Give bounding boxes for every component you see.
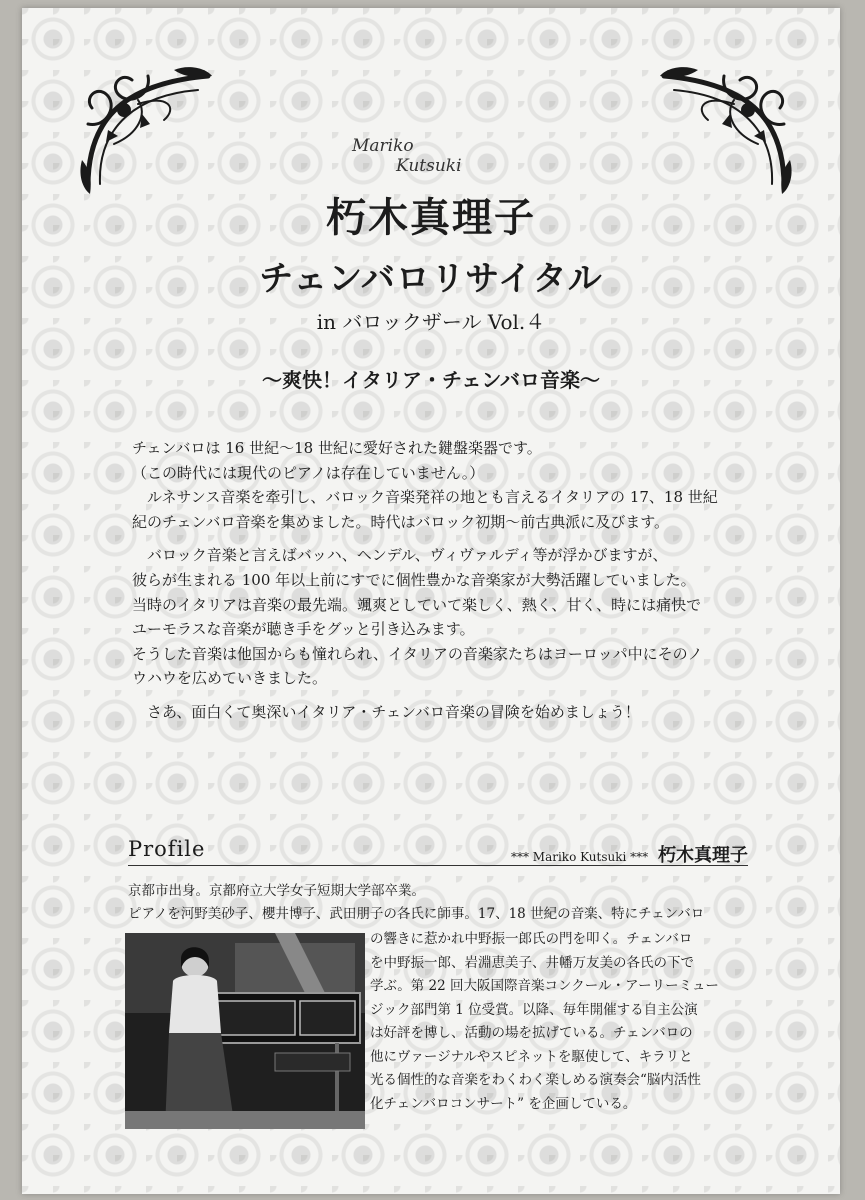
intro-line: ルネサンス音楽を牽引し、バロック音楽発祥の地とも言えるイタリアの 17、18 世紀: [132, 488, 718, 507]
intro-line: 紀のチェンバロ音楽を集めました。時代はバロック初期〜前古典派に及びます。: [132, 512, 670, 531]
profile-label: Profile: [128, 837, 206, 861]
intro-text: [132, 436, 742, 725]
corner-flourish-icon: [78, 64, 218, 194]
signature-first: Mariko: [352, 136, 414, 156]
flyer-page: [22, 8, 840, 1194]
intro-line: チェンバロは 16 世紀〜18 世紀に愛好された鍵盤楽器です。: [132, 439, 542, 457]
performer-name: 朽木真理子: [326, 194, 536, 241]
intro-line: さあ、面白くて奥深いイタリア・チェンバロ音楽の冒険を始めましょう！: [132, 702, 640, 721]
venue-line: in バロックザール Vol.４: [316, 310, 546, 334]
profile-line: ピアノを河野美砂子、櫻井博子、武田朋子の各氏に師事。17、18 世紀の音楽、特にチェンバロ: [128, 906, 705, 922]
profile-romanized: *** Mariko Kutsuki ***: [510, 850, 649, 864]
bio-line: 光る個性的な音楽をわくわく楽しめる演奏会“脳内活性: [370, 1072, 701, 1088]
profile-name: 朽木真理子: [658, 845, 748, 866]
signature-last: Kutsuki: [396, 156, 462, 176]
subtitle: 〜爽快！イタリア・チェンバロ音楽〜: [262, 368, 600, 392]
intro-line: バロック音楽と言えばバッハ、ヘンデル、ヴィヴァルディ等が浮かびますが、: [132, 546, 668, 565]
intro-line: 彼らが生まれる 100 年以上前にすでに個性豊かな音楽家が大勢活躍していました。: [132, 570, 696, 589]
profile-intro: [128, 880, 748, 926]
bio-line: は好評を博し、活動の場を拡げている。チェンバロの: [370, 1025, 693, 1041]
intro-line: ウハウを広めていきました。: [132, 669, 328, 688]
profile-bio: [370, 928, 750, 1116]
bio-line: の響きに惹かれ中野振一郎氏の門を叩く。チェンバロ: [370, 931, 693, 947]
performer-photo: [125, 933, 365, 1129]
bio-line: 他にヴァージナルやスピネットを駆使して、キラリと: [370, 1048, 693, 1065]
recital-title: チェンバロリサイタル: [259, 259, 603, 299]
intro-line: 当時のイタリアは音楽の最先端。颯爽としていて楽しく、熱く、甘く、時には痛快で: [132, 595, 702, 614]
intro-line: （この時代には現代のピアノは存在していません。）: [132, 463, 485, 482]
bio-line: 学ぶ。第 22 回大阪国際音楽コンクール・アーリーミュー: [370, 978, 719, 994]
profile-header: [128, 837, 748, 866]
profile-line: 京都市出身。京都府立大学女子短期大学部卒業。: [128, 883, 425, 899]
bio-line: を中野振一郎、岩淵恵美子、井幡万友美の各氏の下で: [370, 954, 694, 971]
intro-line: そうした音楽は他国からも憧れられ、イタリアの音楽家たちはヨーロッパ中にそのノ: [132, 644, 703, 663]
intro-line: ユーモラスな音楽が聴き手をグッと引き込みます。: [132, 620, 475, 639]
profile-byline: [511, 841, 748, 867]
bio-line: 化チェンバロコンサート” を企画している。: [370, 1095, 637, 1112]
bio-line: ジック部門第 1 位受賞。以降、毎年開催する自主公演: [370, 1001, 698, 1018]
corner-flourish-icon: [654, 64, 794, 194]
